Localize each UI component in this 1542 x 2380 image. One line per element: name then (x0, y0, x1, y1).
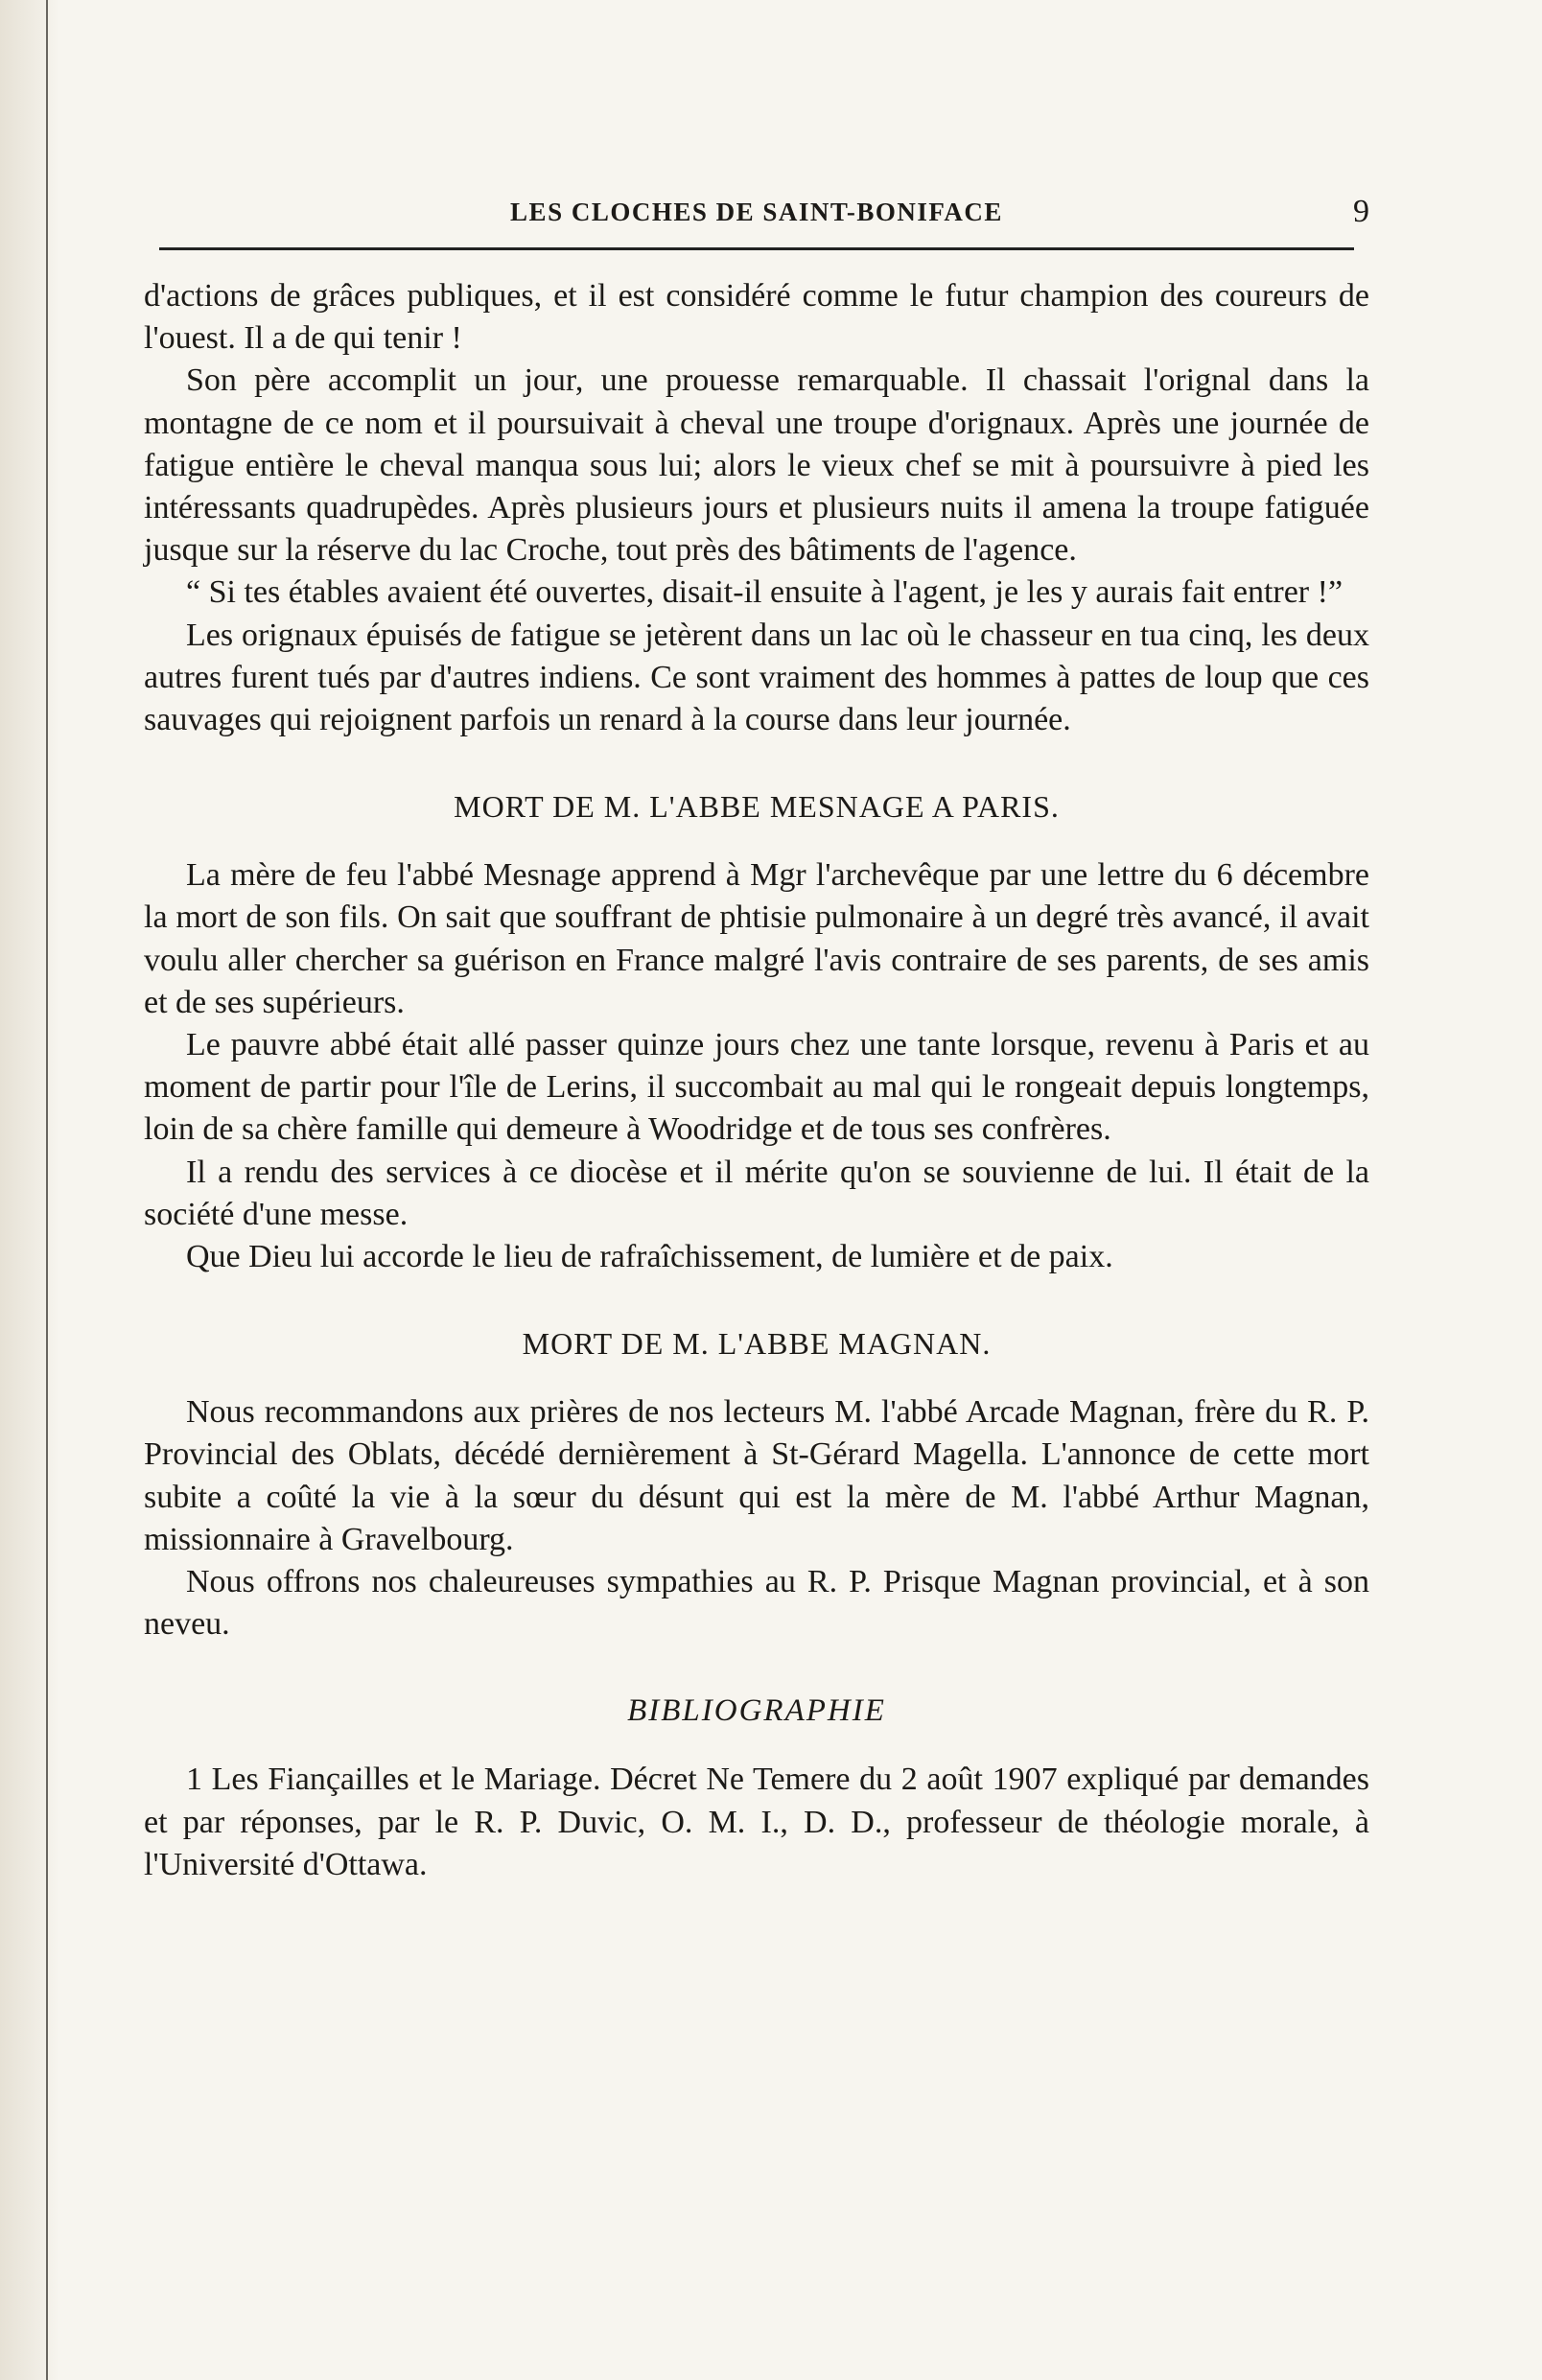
paragraph: Son père accomplit un jour, une prouesse remarquable. Il chassait l'orignal dans la montagne de ce nom et il poursuivait à cheval une troupe d'orignaux. Après une journée de fatigue entière le cheval manqua sous lui; alors le vieux chef se mit à poursuivre à pied les intéressants quadrupèdes. Après plusieurs jours et plusieurs nuits il amena la troupe fatiguée jusque sur la réserve du lac Croche, tout près des bâtiments de l'agence. (144, 362, 1369, 569)
page-body (144, 275, 1369, 1886)
paragraph: Nous offrons nos chaleureuses sympathies au R. P. Prisque Magnan provincial, et à son neveu. (144, 1564, 1369, 1643)
section-heading-magnan: MORT DE M. L'ABBE MAGNAN. (522, 1326, 992, 1362)
paragraph: Que Dieu lui accorde le lieu de rafraîchissement, de lumière et de paix. (186, 1239, 1113, 1275)
section-heading-mesnage: MORT DE M. L'ABBE MESNAGE A PARIS. (454, 789, 1060, 825)
paragraph: La mère de feu l'abbé Mesnage apprend à Mgr l'archevêque par une lettre du 6 décembre la mort de son fils. On sait que souffrant de phtisie pulmonaire à un degré très avancé, il avait voulu aller chercher sa guérison en France malgré l'avis contraire de ses parents, de ses amis et de ses supérieurs. (144, 857, 1369, 1020)
section-heading-bibliographie: BIBLIOGRAPHIE (627, 1693, 886, 1729)
paragraph: Il a rendu des services à ce diocèse et il mérite qu'on se souvienne de lui. Il était de la société d'une messe. (144, 1154, 1369, 1232)
running-head: LES CLOCHES DE SAINT-BONIFACE (510, 198, 1003, 226)
page-binding-shadow (0, 0, 59, 2380)
page-header (144, 192, 1369, 244)
bibliography-entry: 1 Les Fiançailles et le Mariage. Décret Ne Temere du 2 août 1907 expliqué par demandes et par réponses, par le R. P. Duvic, O. M. I., D. D., professeur de théologie morale, à l'Université d'Ottawa. (144, 1762, 1369, 1882)
paragraph: “ Si tes étables avaient été ouvertes, disait-il ensuite à l'agent, je les y aurais fait entrer !” (186, 574, 1343, 611)
page-number: 9 (1353, 194, 1369, 229)
binding-edge-line (46, 0, 48, 2380)
paragraph: Nous recommandons aux prières de nos lecteurs M. l'abbé Arcade Magnan, frère du R. P. Provincial des Oblats, décédé dernièrement à St-Gérard Magella. L'annonce de cette mort subite a coûté la vie à la sœur du désunt qui est la mère de M. l'abbé Arthur Magnan, missionnaire à Gravelbourg. (144, 1394, 1369, 1557)
paragraph: Le pauvre abbé était allé passer quinze jours chez une tante lorsque, revenu à Paris et au moment de partir pour l'île de Lerins, il succombait au mal qui le rongeait depuis longtemps, loin de sa chère famille qui demeure à Woodridge et de tous ses confrères. (144, 1027, 1369, 1148)
paragraph: Les orignaux épuisés de fatigue se jetèrent dans un lac où le chasseur en tua cinq, les deux autres furent tués par d'autres indiens. Ce sont vraiment des hommes à pattes de loup que ces sauvages qui rejoignent parfois un renard à la course dans leur journée. (144, 617, 1369, 738)
header-rule (159, 247, 1354, 250)
book-page (144, 192, 1369, 1886)
paragraph: d'actions de grâces publiques, et il est considéré comme le futur champion des coureurs de l'ouest. Il a de qui tenir ! (144, 278, 1369, 357)
